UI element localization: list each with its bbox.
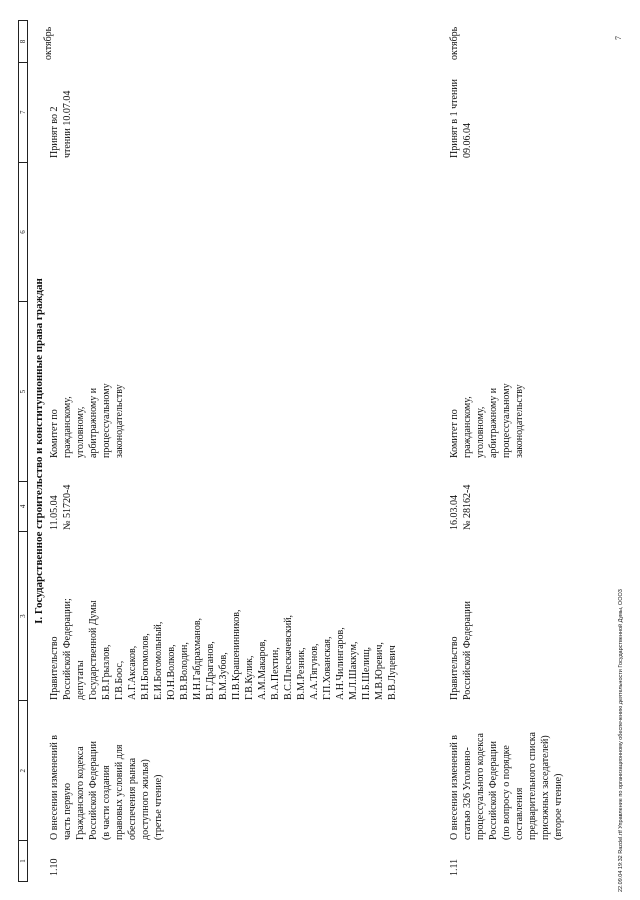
text-line: Российской Федерации;: [62, 598, 73, 700]
column-number-1: 1: [19, 859, 27, 863]
text-line: Российской Федерации: [488, 740, 499, 840]
bill-initiators: [448, 532, 474, 700]
text-line: Е.И.Богомольный,: [153, 621, 164, 700]
text-line: предварительного списка: [527, 732, 538, 840]
text-line: О внесении изменений в: [449, 734, 460, 840]
page-footer: 22.09.04 19:32 Razdel.rtf Управление по организационному обеспечению деятельности Государственной Думы, ООО3: [618, 589, 624, 892]
responsible-committee: [448, 328, 526, 458]
text-line: арбитражному и: [488, 387, 499, 458]
column-number-7: 7: [19, 63, 27, 163]
scheduled-month: [448, 20, 461, 60]
text-line: В.М.Резник,: [296, 647, 307, 700]
column-number-4: 4: [19, 482, 27, 532]
text-line: (второе чтение): [553, 773, 564, 840]
text-line: процессуальному: [501, 383, 512, 458]
text-line: присяжных заседателей): [540, 735, 551, 840]
page-number: 7: [614, 36, 623, 40]
bill-registration: [448, 470, 474, 530]
text-line: арбитражному и: [88, 387, 99, 458]
text-line: уголовному,: [75, 406, 86, 458]
text-line: 16.03.04: [449, 495, 460, 530]
text-line: составления: [514, 787, 525, 840]
text-line: А.Н.Чилингаров,: [335, 627, 346, 700]
text-line: О внесении изменений в: [49, 734, 60, 840]
column-number-3: 3: [19, 532, 27, 702]
text-line: (третье чтение): [153, 774, 164, 840]
text-line: доступного жилья): [140, 759, 151, 840]
bill-registration: [48, 470, 74, 530]
text-line: В.М.Зубов,: [218, 652, 229, 700]
section-title: I. Государственное строительство и конституционные права граждан: [33, 278, 45, 624]
text-line: Гражданского кодекса: [75, 746, 86, 840]
column-number-6: 6: [19, 163, 27, 303]
text-line: Комитет по: [49, 409, 60, 458]
text-line: И.Н.Габдрахманов,: [192, 617, 203, 700]
text-line: гражданскому,: [62, 396, 73, 458]
text-line: процессуальному: [101, 383, 112, 458]
text-line: Г.В.Боос,: [114, 660, 125, 700]
text-line: Комитет по: [449, 409, 460, 458]
column-number-2: 2: [19, 701, 27, 841]
text-line: В.Н.Богомолов,: [140, 633, 151, 700]
responsible-committee: [48, 328, 126, 458]
text-line: 11.05.04: [49, 495, 60, 530]
text-line: В.С.Плескачевский,: [283, 614, 294, 700]
text-line: чтении 10.07.04: [62, 90, 73, 158]
text-line: процессуального кодекса: [475, 733, 486, 840]
row-number: 1.11: [449, 858, 460, 876]
text-line: октябрь: [449, 26, 460, 60]
text-line: Г.П.Хованская,: [322, 636, 333, 700]
text-line: П.Б.Шелищ,: [361, 646, 372, 700]
text-line: Правительство: [449, 636, 460, 700]
text-line: В.А.Пехтин,: [270, 647, 281, 700]
text-line: № 28162-4: [462, 484, 473, 530]
text-line: правовых условий для: [114, 744, 125, 840]
bill-initiators: [48, 532, 399, 700]
text-line: М.Л.Шаккум,: [348, 641, 359, 700]
text-line: уголовному,: [475, 406, 486, 458]
text-line: А.Г.Аксаков,: [127, 645, 138, 700]
column-number-5: 5: [19, 302, 27, 482]
text-line: октябрь: [43, 26, 54, 60]
text-line: депутаты: [75, 660, 86, 700]
text-line: 09.06.04: [462, 123, 473, 158]
text-line: (в части создания: [101, 765, 112, 840]
text-line: Принят во 2: [49, 106, 60, 158]
text-line: А.А.Тягунов,: [309, 643, 320, 700]
text-line: В.В.Володин,: [179, 642, 190, 700]
text-line: законодательству: [514, 384, 525, 458]
text-line: Принят в 1 чтении: [449, 78, 460, 158]
bill-status: [48, 62, 74, 158]
text-line: Государственной Думы: [88, 600, 99, 700]
text-line: гражданскому,: [462, 396, 473, 458]
text-line: Российской Федерации: [462, 600, 473, 700]
text-line: (по вопросу о порядке: [501, 745, 512, 840]
text-line: законодательству: [114, 384, 125, 458]
text-line: обеспечения рынка: [127, 757, 138, 840]
row-number: 1.10: [49, 858, 60, 876]
bill-status: [448, 62, 474, 158]
text-line: В.Г.Драганов,: [205, 641, 216, 700]
text-line: часть первую: [62, 783, 73, 840]
text-line: А.М.Макаров,: [257, 639, 268, 700]
column-number-header: [18, 20, 28, 882]
text-line: № 51720-4: [62, 484, 73, 530]
text-line: Ю.Н.Волков,: [166, 644, 177, 700]
text-line: П.В.Крашенинников,: [231, 609, 242, 700]
text-line: Г.В.Кулик,: [244, 655, 255, 700]
text-line: Б.В.Грызлов,: [101, 644, 112, 700]
bill-title: [48, 702, 165, 840]
text-line: статью 326 Уголовно-: [462, 747, 473, 840]
text-line: В.В.Луцевич: [387, 645, 398, 700]
text-line: Правительство: [49, 636, 60, 700]
scheduled-month: [42, 20, 55, 60]
bill-title: [448, 702, 565, 840]
text-line: М.В.Юревич,: [374, 642, 385, 700]
text-line: Российской Федерации: [88, 740, 99, 840]
column-number-8: 8: [19, 21, 27, 63]
